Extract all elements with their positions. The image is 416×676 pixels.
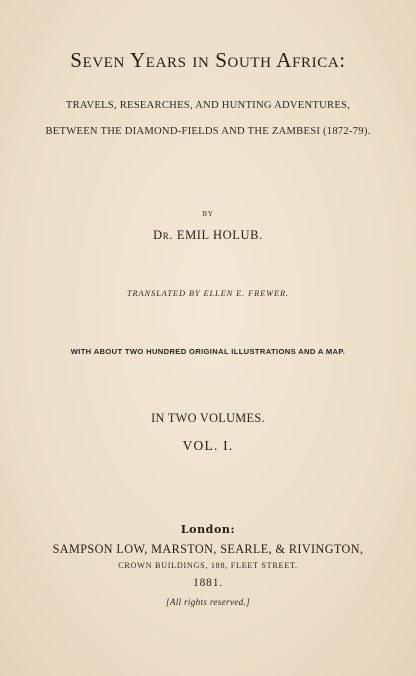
illustrations-note: WITH ABOUT TWO HUNDRED ORIGINAL ILLUSTRATIONS AND A MAP. [70,347,346,356]
publisher-name: SAMPSON LOW, MARSTON, SEARLE, & RIVINGTON, [52,542,364,556]
by-label: BY [202,210,214,218]
volumes-note: IN TWO VOLUMES. [151,411,265,425]
volume-number: VOL. I. [182,438,234,453]
subtitle-line-2: BETWEEN THE DIAMOND-FIELDS AND THE ZAMBESI (1872-79). [45,126,371,137]
publisher-address: CROWN BUILDINGS, 188, FLEET STREET. [118,561,298,570]
rights-notice: [All rights reserved.] [165,597,251,607]
book-title: Seven Years in South Africa: [70,48,346,72]
translator-credit: TRANSLATED BY ELLEN E. FREWER. [126,289,290,298]
subtitle-line-1: TRAVELS, RESEARCHES, AND HUNTING ADVENTURES, [65,100,351,111]
author-name: Dr. EMIL HOLUB. [153,228,263,242]
publisher-city: London: [180,523,236,536]
publication-year: 1881. [193,577,223,589]
